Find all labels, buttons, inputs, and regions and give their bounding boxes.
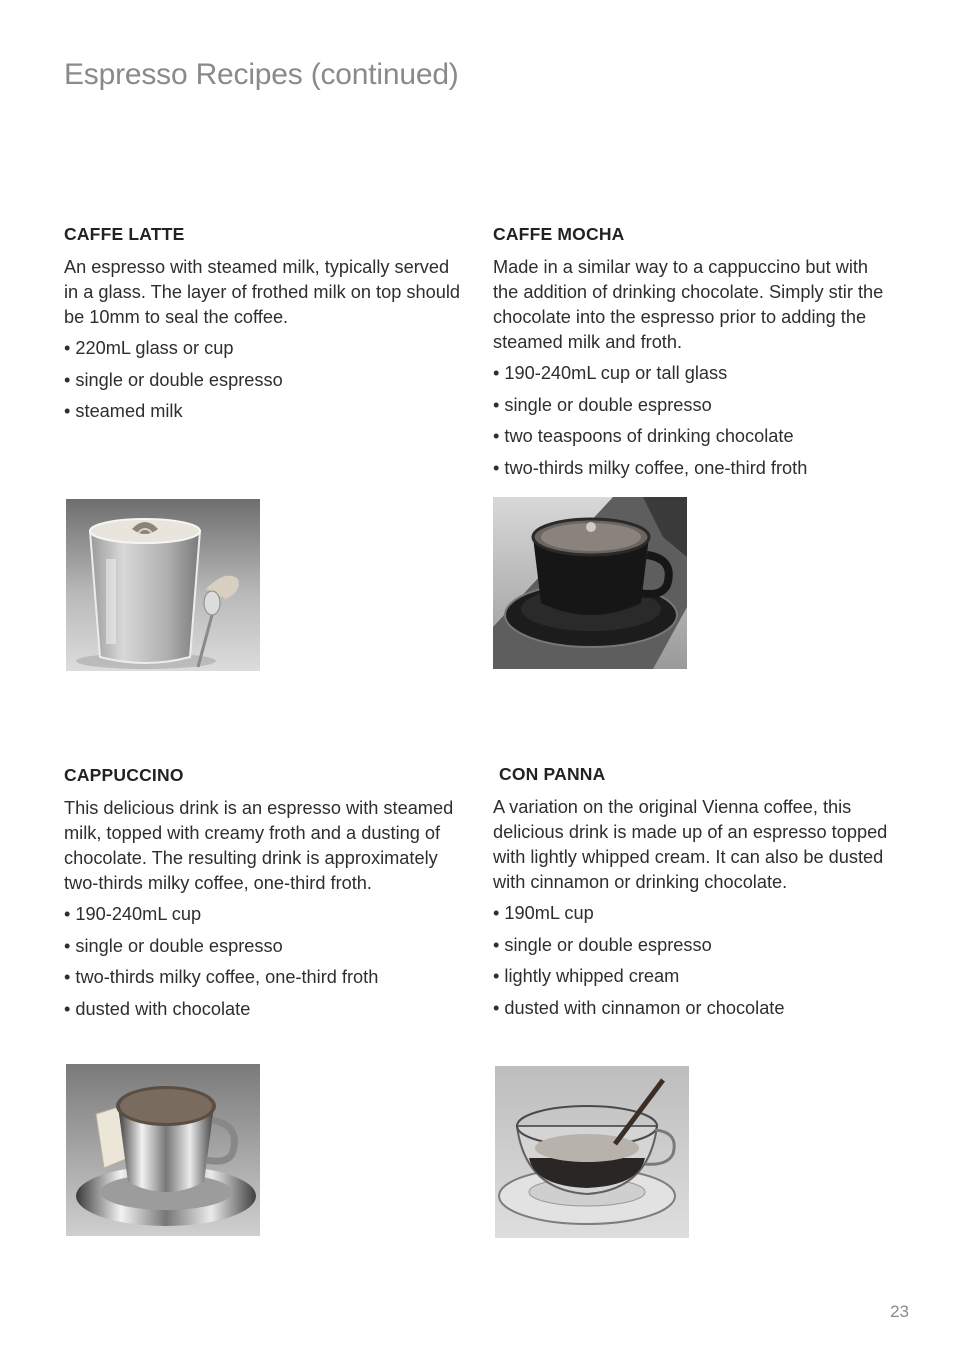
- list-item: • 190-240mL cup: [64, 904, 202, 924]
- ingredient-list: [493, 901, 893, 1021]
- list-item: • 220mL glass or cup: [64, 338, 234, 358]
- recipe-cappuccino: [64, 765, 464, 1028]
- recipe-description: This delicious drink is an espresso with steamed milk, topped with creamy froth and a dusting of chocolate. The resulting drink is approximately two-thirds milky coffee, one-third froth.: [64, 798, 454, 893]
- list-item: • dusted with cinnamon or chocolate: [493, 997, 785, 1018]
- latte-glass-photo: [66, 499, 260, 671]
- list-item: • two teaspoons of drinking chocolate: [493, 426, 794, 446]
- mocha-cup-icon: [493, 497, 687, 669]
- recipe-con-panna: [493, 764, 893, 1027]
- cappuccino-cup-icon: [66, 1064, 260, 1236]
- page-number: 23: [890, 1302, 909, 1321]
- list-item: • single or double espresso: [64, 369, 283, 390]
- recipe-description: Made in a similar way to a cappuccino but with the addition of drinking chocolate. Simply stir the chocolate into the espresso prior to adding the steamed milk and froth.: [493, 257, 884, 352]
- con-panna-glass-icon: [495, 1066, 689, 1238]
- recipe-description: An espresso with steamed milk, typically served in a glass. The layer of frothed milk on top should be 10mm to seal the coffee.: [64, 257, 460, 327]
- list-item: • steamed milk: [64, 401, 183, 421]
- list-item: • lightly whipped cream: [493, 966, 680, 986]
- ingredient-list: [493, 361, 893, 481]
- list-item: • single or double espresso: [493, 934, 712, 955]
- page-title: Espresso Recipes (continued): [64, 58, 459, 91]
- recipe-heading: CON PANNA: [499, 764, 606, 784]
- recipe-caffe-mocha: [493, 224, 893, 487]
- recipe-heading: CAFFE MOCHA: [493, 224, 625, 244]
- list-item: • single or double espresso: [64, 935, 283, 956]
- list-item: • two-thirds milky coffee, one-third froth: [64, 967, 379, 987]
- list-item: • single or double espresso: [493, 394, 712, 415]
- recipe-heading: CAPPUCCINO: [64, 765, 184, 785]
- cappuccino-cup-photo: [66, 1064, 260, 1236]
- recipe-description: A variation on the original Vienna coffee, this delicious drink is made up of an espresso topped with lightly whipped cream. It can also be dusted with cinnamon or drinking chocolate.: [493, 797, 888, 892]
- recipe-heading: CAFFE LATTE: [64, 224, 185, 244]
- ingredient-list: [64, 902, 464, 1022]
- list-item: • 190-240mL cup or tall glass: [493, 363, 728, 383]
- list-item: • two-thirds milky coffee, one-third froth: [493, 457, 808, 478]
- con-panna-glass-photo: [495, 1066, 689, 1238]
- list-item: • 190mL cup: [493, 903, 594, 923]
- mocha-cup-photo: [493, 497, 687, 669]
- latte-glass-icon: [66, 499, 260, 671]
- ingredient-list: [64, 336, 464, 424]
- recipe-caffe-latte: [64, 224, 464, 431]
- list-item: • dusted with chocolate: [64, 998, 251, 1019]
